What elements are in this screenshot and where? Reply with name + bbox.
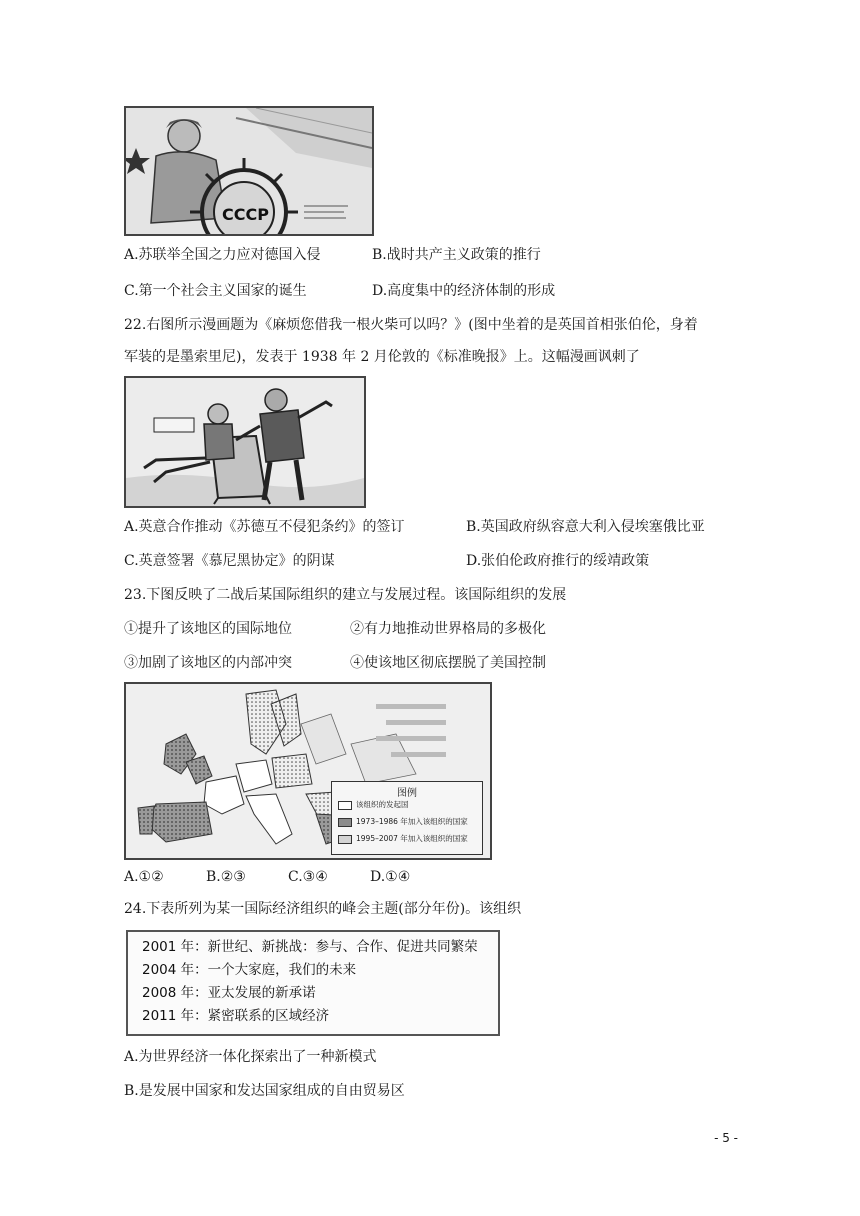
1995-2007-swatch-icon [338,835,352,844]
legend-item-1995-2007 [338,834,468,844]
cccp-label: CCCP [222,205,269,224]
q23-option-c: C.③④ [288,869,328,885]
q24-stem: 24.下表所列为某一国际经济组织的峰会主题(部分年份)。该组织 [124,901,522,917]
q22-option-b: B.英国政府纵容意大利入侵埃塞俄比亚 [466,519,705,535]
q24-option-b: B.是发展中国家和发达国家组成的自由贸易区 [124,1083,405,1099]
q23-option-d: D.①④ [370,869,411,885]
q22-option-a: A.英意合作推动《苏德互不侵犯条约》的签订 [124,519,405,535]
q23-statement-3: ③加剧了该地区的内部冲突 [124,655,292,671]
q21-option-c: C.第一个社会主义国家的诞生 [124,283,307,299]
q22-stem-line-1: 22.右图所示漫画题为《麻烦您借我一根火柴可以吗？》(图中坐着的是英国首相张伯伦，身着 [124,317,698,333]
q21-option-a: A.苏联举全国之力应对德国入侵 [124,247,321,263]
soviet-cartoon-drawing [126,108,372,234]
legend-item-1995-2007-label: 1995–2007 年加入该组织的国家 [356,834,468,843]
legend-item-1973-1986 [338,817,468,827]
q23-option-b: B.②③ [206,869,246,885]
table-row: 2001 年：新世纪、新挑战：参与、合作、促进共同繁荣 [142,939,478,955]
table-row: 2008 年：亚太发展的新承诺 [142,985,316,1001]
legend-item-founders [338,800,409,810]
legend-title: 图例 [397,788,417,799]
q21-option-d: D.高度集中的经济体制的形成 [372,283,556,299]
legend-item-1973-1986-label: 1973–1986 年加入该组织的国家 [356,817,468,826]
q22-option-d: D.张伯伦政府推行的绥靖政策 [466,553,650,569]
soviet-cartoon-image [124,106,374,236]
q23-statement-4: ④使该地区彻底摆脱了美国控制 [350,655,546,671]
founder-swatch-icon [338,801,352,810]
q22-option-c: C.英意签署《慕尼黑协定》的阴谋 [124,553,335,569]
q21-option-b: B.战时共产主义政策的推行 [372,247,541,263]
1973-1986-swatch-icon [338,818,352,827]
q22-stem-line-2: 军装的是墨索里尼)，发表于 1938 年 2 月伦敦的《标准晚报》上。这幅漫画讽刺了 [124,349,640,365]
map-legend [331,781,483,855]
q23-stem: 23.下图反映了二战后某国际组织的建立与发展过程。该国际组织的发展 [124,587,567,603]
legend-item-founders-label: 该组织的发起国 [356,800,409,809]
q23-statement-1: ①提升了该地区的国际地位 [124,621,292,637]
page-number: - 5 - [714,1131,738,1145]
table-row: 2011 年：紧密联系的区域经济 [142,1008,330,1024]
match-cartoon-image [124,376,366,508]
q24-option-a: A.为世界经济一体化探索出了一种新模式 [124,1049,377,1065]
table-row: 2004 年：一个大家庭，我们的未来 [142,962,357,978]
q23-statement-2: ②有力地推动世界格局的多极化 [350,621,546,637]
summit-themes-table [126,930,500,1036]
europe-map-image [124,682,492,860]
q23-option-a: A.①② [124,869,164,885]
match-cartoon-drawing [126,378,364,506]
